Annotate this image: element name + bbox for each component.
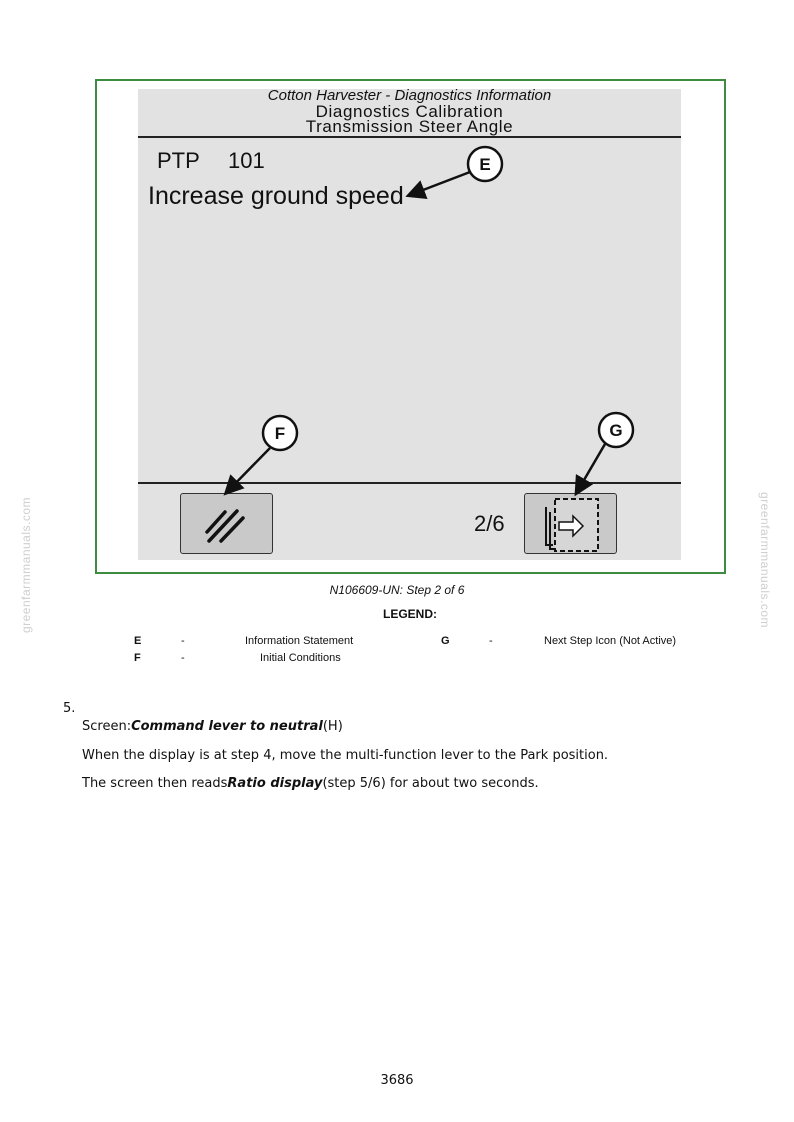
callout-g-label: G [609, 421, 623, 440]
legend-dash-f: - [181, 652, 185, 664]
ptp-label: PTP [157, 148, 200, 173]
screen-suffix: (H) [322, 719, 343, 734]
screen-prefix: Screen: [82, 719, 132, 734]
information-statement: Increase ground speed [148, 182, 404, 210]
legend-key-g: G [441, 635, 450, 647]
ptp-code: 101 [228, 148, 265, 173]
step-counter: 2/6 [474, 511, 505, 536]
watermark-right: greenfarmmanuals.com [758, 491, 772, 629]
result-suffix: (step 5/6) for about two seconds. [322, 776, 539, 791]
callout-e-arrow [410, 172, 470, 195]
screen-header-title: Cotton Harvester - Diagnostics Information [267, 87, 552, 104]
step-result [82, 776, 539, 791]
callout-f-arrow [227, 448, 270, 492]
callout-f-label: F [274, 424, 286, 443]
step-number: 5. [63, 701, 76, 716]
callout-e-label: E [479, 155, 491, 174]
legend-key-f: F [134, 652, 141, 664]
result-screen-name: Ratio display [227, 776, 323, 791]
screen-name: Command lever to neutral [131, 719, 323, 734]
callout-g-arrow [577, 444, 605, 492]
screen-header-procedure: Transmission Steer Angle [305, 117, 514, 136]
watermark-left: greenfarmmanuals.com [19, 496, 33, 634]
screen-header-subtitle: Diagnostics Calibration [315, 102, 504, 121]
result-prefix: The screen then reads [82, 776, 228, 791]
step-screen-line [82, 719, 343, 734]
legend-dash-e: - [181, 635, 185, 647]
legend-dash-g: - [489, 635, 493, 647]
page-number: 3686 [380, 1073, 414, 1088]
legend-label-g: Next Step Icon (Not Active) [544, 635, 677, 647]
step-instruction: When the display is at step 4, move the multi-function lever to the Park position. [82, 748, 609, 763]
legend-key-e: E [134, 635, 142, 647]
legend-label-f: Initial Conditions [260, 652, 341, 664]
figure-caption: N106609-UN: Step 2 of 6 [329, 583, 465, 597]
legend-title: LEGEND: [383, 607, 437, 621]
legend-label-e: Information Statement [245, 635, 354, 647]
